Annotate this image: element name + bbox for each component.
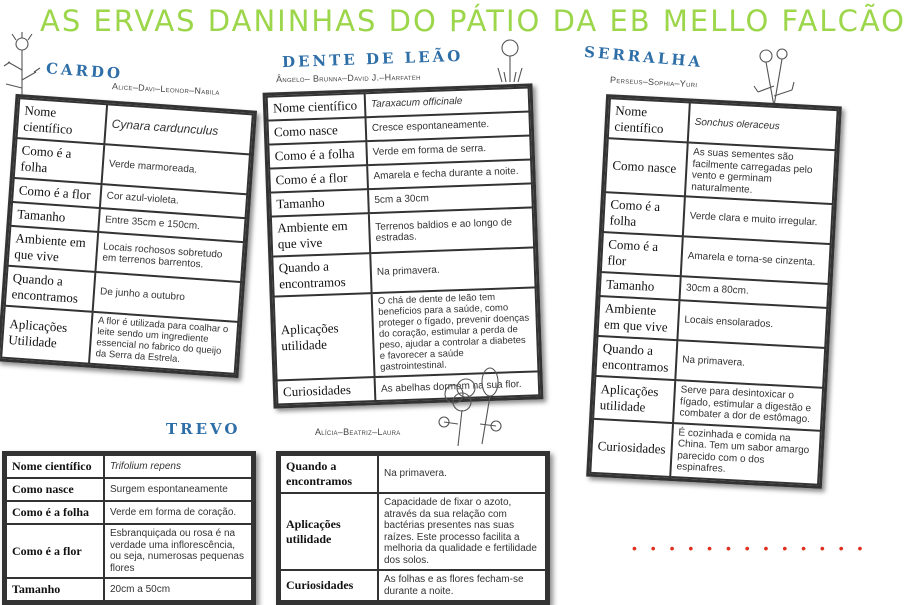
field-label: Como é a folha <box>6 501 104 524</box>
field-label: Como é a flor <box>12 178 101 208</box>
sowthistle-illustration <box>752 46 796 110</box>
table-row <box>6 501 252 524</box>
field-label: Ambiente em que vive <box>598 296 680 340</box>
field-label: Tamanho <box>6 578 104 601</box>
field-label: Tamanho <box>600 272 681 300</box>
field-label: Nome científico <box>17 98 108 144</box>
field-label: Como é a folha <box>14 138 105 184</box>
field-value: Locais rochosos sobretudo em terrenos barrentos. <box>95 232 243 282</box>
field-label: Como nasce <box>6 478 104 501</box>
field-value: 20cm a 50cm <box>104 578 252 601</box>
field-label: Curiosidades <box>277 378 376 405</box>
field-value: Trifolium repens <box>104 455 252 478</box>
serralha-heading: SERRALHA <box>583 42 704 72</box>
dente-heading: DENTE DE LEÃO <box>281 46 464 72</box>
table-row <box>6 524 252 578</box>
field-label: Quando a encontramos <box>280 455 378 493</box>
field-label: Curiosidades <box>590 418 673 476</box>
field-value: Na primavera. <box>378 455 546 493</box>
field-value: Verde marmoreada. <box>102 144 250 194</box>
field-value: Serve para desintoxicar o fígado, estimular a digestão e combater a dor de estômago. <box>673 380 823 430</box>
field-value: Amarela e torna-se cinzenta. <box>681 236 831 284</box>
field-label: Como é a flor <box>601 232 683 276</box>
field-value: Locais ensolarados. <box>677 300 827 348</box>
table-row <box>6 578 252 601</box>
field-value: Verde em forma de serra. <box>366 135 531 165</box>
clover-illustration <box>432 364 504 448</box>
serralha-card <box>586 94 842 488</box>
field-label: Como é a folha <box>603 192 685 236</box>
field-label: Como nasce <box>605 138 688 196</box>
field-label: Curiosidades <box>280 570 378 601</box>
field-value: As folhas e as flores fecham-se durante a noite. <box>378 570 546 601</box>
field-value: As suas sementes são facilmente carregadas pelo vento e germinam naturalmente. <box>685 142 836 204</box>
table-row <box>6 478 252 501</box>
field-value: Na primavera. <box>370 247 535 293</box>
field-value: Terrenos baldios e ao longo de estradas. <box>369 207 534 253</box>
field-value: Cresce espontaneamente. <box>365 112 530 142</box>
thistle-illustration <box>0 30 44 100</box>
field-value: Taraxacum officinale <box>365 88 530 118</box>
field-value: Amarela e fecha durante a noite. <box>367 159 532 189</box>
field-label: Quando a encontramos <box>5 266 96 312</box>
field-label: Tamanho <box>270 189 369 216</box>
field-value: Verde em forma de coração. <box>104 501 252 524</box>
field-label: Aplicações utilidade <box>280 493 378 570</box>
trevo-table <box>5 454 253 602</box>
trevo-card-continued <box>276 451 550 605</box>
serralha-table <box>589 97 838 485</box>
dente-table <box>266 86 541 405</box>
table-row <box>6 455 252 478</box>
cardo-card <box>0 94 257 378</box>
field-label: Quando a encontramos <box>595 336 677 380</box>
field-label: Ambiente em que vive <box>271 213 370 256</box>
field-value: Esbranquiçada ou rosa é na verdade uma inflorescência, ou seja, numerosas pequenas flores <box>104 524 252 578</box>
trevo-card <box>2 451 256 605</box>
field-value: Surgem espontaneamente <box>104 478 252 501</box>
field-value: Na primavera. <box>675 340 825 388</box>
trevo-table-continued <box>279 454 547 602</box>
field-value: Verde clara e muito irregular. <box>683 196 833 244</box>
field-label: Como é a flor <box>269 165 368 192</box>
cardo-authors: Alice–Davi–Leonor–Nabila <box>111 81 221 97</box>
field-label: Ambiente em que vive <box>8 226 99 272</box>
field-label: Aplicações Utilidade <box>1 306 92 364</box>
field-label: Como nasce <box>268 117 367 144</box>
table-row <box>280 493 546 570</box>
field-value: Capacidade de fixar o azoto, através da sua relação com bactérias presentes nas suas raízes. Este processo facilita a melhoria da qualidade e fertilidade dos solos. <box>378 493 546 570</box>
field-value: As abelhas dormem na sua flor. <box>375 372 540 402</box>
field-label: Nome científico <box>608 98 690 142</box>
field-label: Nome científico <box>267 93 366 120</box>
field-value: Entre 35cm e 150cm. <box>98 208 245 242</box>
table-row <box>280 570 546 601</box>
field-label: Quando a encontramos <box>272 253 371 296</box>
table-row <box>280 455 546 493</box>
field-label: Tamanho <box>10 202 99 232</box>
cardo-heading: CARDO <box>45 59 124 83</box>
field-value: Cor azul-violeta. <box>100 184 247 218</box>
serralha-authors: Perseus–Sophia–Yuri <box>609 74 698 90</box>
field-value: A flor é utilizada para coalhar o leite sendo um ingrediente essencial no fabrico do queijo da Serra da Estrela. <box>89 312 238 374</box>
field-label: Aplicações utilidade <box>593 376 675 423</box>
trevo-authors: Alícia–Beatriz–Laura <box>315 427 401 437</box>
dente-card <box>263 83 544 409</box>
cardo-table <box>0 97 254 375</box>
field-value: Sonchus oleraceus <box>688 102 838 150</box>
dente-authors: Ângelo– Brunna–David J.–Harfateh <box>275 71 421 85</box>
field-label: Nome científico <box>6 455 104 478</box>
field-value: 30cm a 80cm. <box>679 276 828 308</box>
field-label: Como é a folha <box>268 141 367 168</box>
field-value: É cozinhada e comida na China. Tem um sabor amargo parecido com o dos espinafres. <box>670 423 821 485</box>
field-value: O chá de dente de leão tem benefícios para a saúde, como proteger o fígado, prevenir doenças do coração, estimular a perda de peso, ajudar a controlar a diabetes e favorecer a saúde gastrointestinal. <box>372 287 539 377</box>
field-label: Como é a flor <box>6 524 104 578</box>
table-row <box>590 418 821 484</box>
trevo-heading: TREVO <box>166 420 241 438</box>
field-value: Cynara cardunculus <box>104 104 252 154</box>
dandelion-illustration <box>490 38 530 84</box>
field-label: Aplicações utilidade <box>274 293 375 381</box>
poster-title: AS ERVAS DANINHAS DO PÁTIO DA EB MELLO FALCÃO <box>40 4 906 38</box>
decorative-dots: • • • • • • • • • • • • • <box>632 540 868 556</box>
field-value: De junho a outubro <box>93 272 241 322</box>
field-value: 5cm a 30cm <box>368 183 533 213</box>
